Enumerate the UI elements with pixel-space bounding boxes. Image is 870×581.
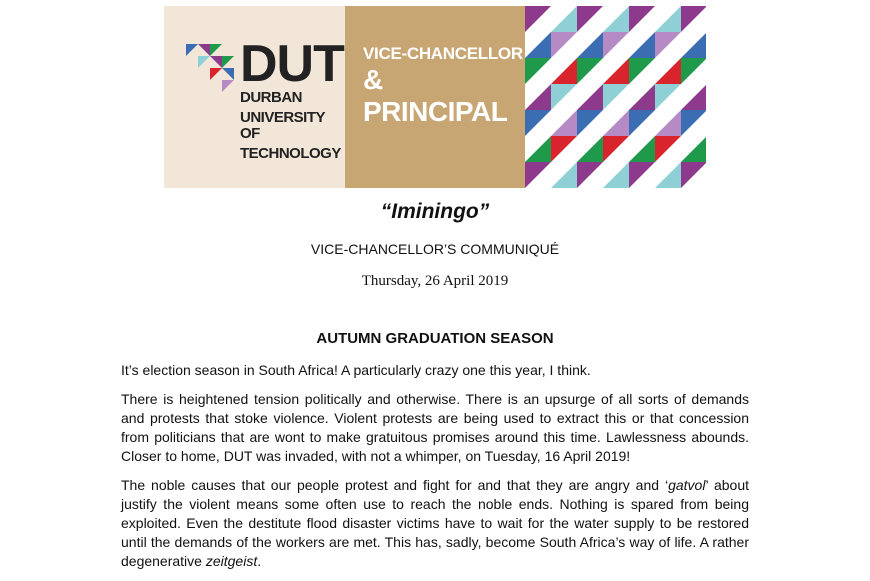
paragraph-3-text: The noble causes that our people protest and fight for and that they are angry and ‘ <box>121 477 669 493</box>
dut-logo-panel <box>164 6 345 188</box>
pattern-triangle <box>525 84 551 110</box>
office-title-line1: VICE-CHANCELLOR <box>363 44 523 63</box>
pattern-triangle <box>551 84 577 110</box>
pattern-triangle <box>551 58 577 84</box>
pattern-triangle <box>577 32 603 58</box>
pattern-triangle <box>681 32 706 58</box>
pattern-triangle <box>551 110 577 136</box>
header-banner <box>164 6 706 188</box>
pattern-triangle <box>603 58 629 84</box>
dut-logo-mark-icon <box>186 44 234 94</box>
pattern-triangle <box>551 32 577 58</box>
pattern-triangle <box>655 162 681 188</box>
pattern-triangle <box>655 32 681 58</box>
pattern-triangle <box>577 84 603 110</box>
paragraph-3-text: ’ about justify the violent means some often use to reach the noble ends. Nothing is spared from being exploited. Even the destitute flood disaster victims have to wait for the water supply to be restored until the demands of the workers are met. This has, sadly, become South Africa’s way of life. A rather degenerative <box>121 477 750 569</box>
paragraph-3-italic: gatvol <box>668 477 706 493</box>
section-heading: AUTUMN GRADUATION SEASON <box>316 330 554 347</box>
office-title-line2: & PRINCIPAL <box>363 64 508 127</box>
pattern-triangle <box>681 84 706 110</box>
communique-title: “Iminingo” <box>380 200 490 223</box>
pattern-triangle <box>655 6 681 32</box>
pattern-triangle <box>655 110 681 136</box>
pattern-triangle <box>551 6 577 32</box>
paragraph-3-text: . <box>257 553 262 569</box>
pattern-triangle <box>603 110 629 136</box>
pattern-triangle <box>525 32 551 58</box>
pattern-triangle <box>629 58 655 84</box>
paragraph-3 <box>121 476 749 571</box>
pattern-triangle <box>577 6 603 32</box>
paragraph-2: There is heightened tension politically and otherwise. There is an upsurge of all sorts of demands and protests that stoke violence. Violent protests are being used to extract this or that concession from politicians that are wont to make gratuitous promises around this time. Lawlessness abounds. Closer to home, DUT was invaded, with not a whimper, on Tuesday, 16 April 2019! <box>121 391 749 464</box>
pattern-triangle <box>525 6 551 32</box>
office-panel <box>345 6 525 188</box>
pattern-triangle <box>629 6 655 32</box>
triangle-pattern-panel <box>525 6 706 188</box>
logo-name-line: DURBAN <box>240 89 302 106</box>
pattern-triangle <box>681 58 706 84</box>
pattern-triangle <box>603 136 629 162</box>
pattern-triangle <box>577 136 603 162</box>
pattern-triangle <box>655 136 681 162</box>
pattern-triangle <box>525 58 551 84</box>
pattern-triangle <box>655 84 681 110</box>
pattern-triangle <box>603 6 629 32</box>
pattern-triangle <box>681 162 706 188</box>
pattern-triangle <box>551 162 577 188</box>
paragraph-1: It’s election season in South Africa! A particularly crazy one this year, I think. <box>121 362 591 378</box>
pattern-triangle <box>577 58 603 84</box>
pattern-triangle <box>603 32 629 58</box>
pattern-triangle <box>629 84 655 110</box>
communique-body <box>121 361 749 581</box>
pattern-triangle <box>629 32 655 58</box>
logo-name-line: UNIVERSITY OF <box>240 109 325 142</box>
communique-label: VICE-CHANCELLOR’S COMMUNIQUÉ <box>310 241 560 257</box>
dut-wordmark <box>240 35 345 162</box>
triangle-pattern-icon <box>525 6 706 188</box>
pattern-triangle <box>577 162 603 188</box>
pattern-triangle <box>525 136 551 162</box>
pattern-triangle <box>603 84 629 110</box>
logo-acronym: DUT <box>240 35 344 93</box>
pattern-triangle <box>629 162 655 188</box>
pattern-triangle <box>525 162 551 188</box>
pattern-triangle <box>681 110 706 136</box>
pattern-triangle <box>655 58 681 84</box>
communique-date: Thursday, 26 April 2019 <box>361 273 509 289</box>
pattern-triangle <box>577 110 603 136</box>
pattern-triangle <box>551 136 577 162</box>
pattern-triangle <box>629 136 655 162</box>
logo-name-line: TECHNOLOGY <box>240 145 341 162</box>
pattern-triangle <box>681 6 706 32</box>
pattern-triangle <box>681 136 706 162</box>
pattern-triangle <box>525 110 551 136</box>
pattern-triangle <box>603 162 629 188</box>
pattern-triangle <box>629 110 655 136</box>
paragraph-3-italic: zeitgeist <box>205 553 258 569</box>
